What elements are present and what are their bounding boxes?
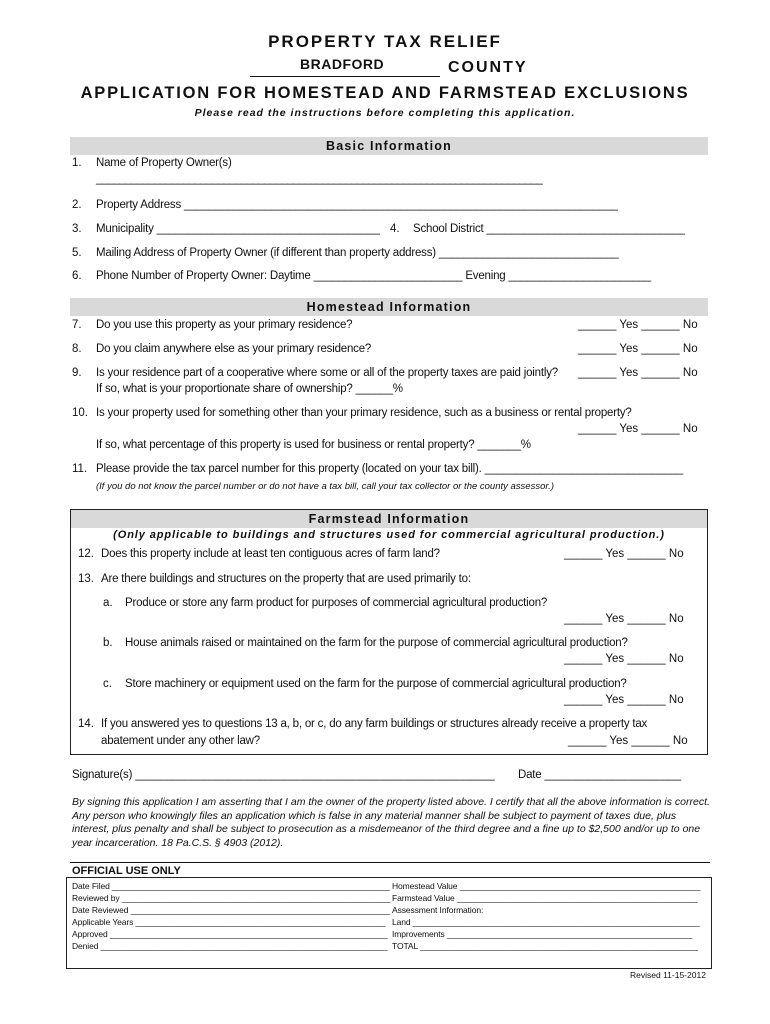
farmstead-info-heading: Farmstead Information xyxy=(71,510,707,528)
homestead-info-heading: Homestead Information xyxy=(70,298,708,316)
q2-property-address-field[interactable]: Property Address ______________________________________________________________________ xyxy=(96,199,618,211)
date-reviewed-field[interactable]: Date Reviewed ________________________________________________________ xyxy=(72,905,390,915)
q10-number: 10. xyxy=(72,407,88,419)
date-field[interactable]: Date ______________________ xyxy=(518,769,681,781)
q5-mailing-address-field[interactable]: Mailing Address of Property Owner (if different than property address) _____________________________ xyxy=(96,247,619,259)
official-use-title: OFFICIAL USE ONLY xyxy=(72,865,181,877)
q13-number: 13. xyxy=(78,573,94,585)
q8-yes-no[interactable]: ______ Yes ______ No xyxy=(578,343,698,355)
q14-abatement: If you answered yes to questions 13 a, b, or c, do any farm buildings or structures already receive a property tax xyxy=(101,718,648,730)
reviewed-by-field[interactable]: Reviewed by __________________________________________________________ xyxy=(72,893,391,903)
q11-parcel-number-field[interactable]: Please provide the tax parcel number for this property (located on your tax bill). ________________________________ xyxy=(96,463,683,475)
improvements-field[interactable]: Improvements _____________________________________________________ xyxy=(392,929,693,939)
q6-number: 6. xyxy=(72,270,82,282)
basic-info-heading: Basic Information xyxy=(70,137,708,155)
date-filed-field[interactable]: Date Filed ____________________________________________________________ xyxy=(72,881,390,891)
assessment-info-label: Assessment Information: xyxy=(392,905,484,915)
q14-number: 14. xyxy=(78,718,94,730)
q9-cooperative: Is your residence part of a cooperative where some or all of the property taxes are paid jointly? xyxy=(96,367,558,379)
q10-other-use: Is your property used for something other than your primary residence, such as a business or rental property? xyxy=(96,407,632,419)
q14-yes-no[interactable]: ______ Yes ______ No xyxy=(568,735,688,747)
official-divider xyxy=(70,862,710,863)
q11-note: (If you do not know the parcel number or do not have a tax bill, call your tax collector or the county assessor.) xyxy=(96,481,554,492)
q13c-yes-no[interactable]: ______ Yes ______ No xyxy=(564,694,684,706)
applicable-years-field[interactable]: Applicable Years ______________________________________________________ xyxy=(72,917,386,927)
signature-field[interactable]: Signature(s) __________________________________________________________ xyxy=(72,769,495,781)
total-field[interactable]: TOTAL ____________________________________________________________ xyxy=(392,941,698,951)
q6-phone-field[interactable]: Phone Number of Property Owner: Daytime ________________________ Evening _______________________ xyxy=(96,270,651,282)
q13b-yes-no[interactable]: ______ Yes ______ No xyxy=(564,653,684,665)
county-name[interactable]: BRADFORD xyxy=(300,56,385,72)
q3-municipality-field[interactable]: Municipality ____________________________________ xyxy=(96,223,380,235)
q9-yes-no[interactable]: ______ Yes ______ No xyxy=(578,367,698,379)
q1-owner-name-label: Name of Property Owner(s) xyxy=(96,157,232,169)
q10-yes-no[interactable]: ______ Yes ______ No xyxy=(578,423,698,435)
q13c-letter: c. xyxy=(103,678,112,690)
q13b-letter: b. xyxy=(103,637,113,649)
farmstead-subheading: (Only applicable to buildings and structures used for commercial agricultural production.) xyxy=(113,529,665,541)
application-title: APPLICATION FOR HOMESTEAD AND FARMSTEAD EXCLUSIONS xyxy=(80,84,690,102)
q12-number: 12. xyxy=(78,548,94,560)
revision-date: Revised 11-15-2012 xyxy=(630,970,706,980)
form-title: PROPERTY TAX RELIEF xyxy=(268,32,502,51)
q12-ten-acres: Does this property include at least ten contiguous acres of farm land? xyxy=(101,548,440,560)
q13a-yes-no[interactable]: ______ Yes ______ No xyxy=(564,613,684,625)
q9-share-field[interactable]: If so, what is your proportionate share of ownership? ______% xyxy=(96,383,403,395)
q13-buildings: Are there buildings and structures on the property that are used primarily to: xyxy=(101,573,471,585)
q8-claim-elsewhere: Do you claim anywhere else as your primary residence? xyxy=(96,343,372,355)
county-label: COUNTY xyxy=(448,59,528,76)
q7-yes-no[interactable]: ______ Yes ______ No xyxy=(578,319,698,331)
q13a-letter: a. xyxy=(103,597,113,609)
q3-number: 3. xyxy=(72,223,82,235)
land-field[interactable]: Land ______________________________________________________________ xyxy=(392,917,700,927)
homestead-value-field[interactable]: Homestead Value ____________________________________________________ xyxy=(392,881,701,891)
q5-number: 5. xyxy=(72,247,82,259)
q9-number: 9. xyxy=(72,367,82,379)
q4-number: 4. xyxy=(390,223,400,235)
q13b-house-animals: House animals raised or maintained on the farm for the purpose of commercial agricultural production? xyxy=(125,637,628,649)
q12-yes-no[interactable]: ______ Yes ______ No xyxy=(564,548,684,560)
q1-owner-name-field[interactable]: _____________________________________________________________________________ xyxy=(96,173,543,185)
q10-percentage-field[interactable]: If so, what percentage of this property is used for business or rental property? _______% xyxy=(96,439,531,451)
q13a-produce-store: Produce or store any farm product for purposes of commercial agricultural production? xyxy=(125,597,548,609)
farmstead-value-field[interactable]: Farmstead Value ____________________________________________________ xyxy=(392,893,698,903)
q4-school-district-field[interactable]: School District ________________________________ xyxy=(413,223,685,235)
q11-number: 11. xyxy=(72,463,88,475)
q14-abatement-cont: abatement under any other law? xyxy=(101,735,260,747)
q2-number: 2. xyxy=(72,199,82,211)
instructions-note: Please read the instructions before completing this application. xyxy=(194,107,576,119)
q7-number: 7. xyxy=(72,319,82,331)
certification-statement: By signing this application I am asserting that I am the owner of the property listed above. I certify that all the above information is correct. Any person who knowingly files an application which is false in any material manner shall be subject to payment of taxes due, plus interest, plus penalty and shall be subject to prosecution as a misdemeanor of the third degree and a fine up to $2,500 and/or up to one year incarceration. 18 Pa.C.S. § 4903 (2012). xyxy=(72,796,710,849)
approved-field[interactable]: Approved ____________________________________________________________ xyxy=(72,929,388,939)
denied-field[interactable]: Denied ______________________________________________________________ xyxy=(72,941,388,951)
q7-primary-residence: Do you use this property as your primary residence? xyxy=(96,319,353,331)
q8-number: 8. xyxy=(72,343,82,355)
q13c-store-machinery: Store machinery or equipment used on the farm for the purpose of commercial agricultural production? xyxy=(125,678,627,690)
q1-number: 1. xyxy=(72,157,82,169)
